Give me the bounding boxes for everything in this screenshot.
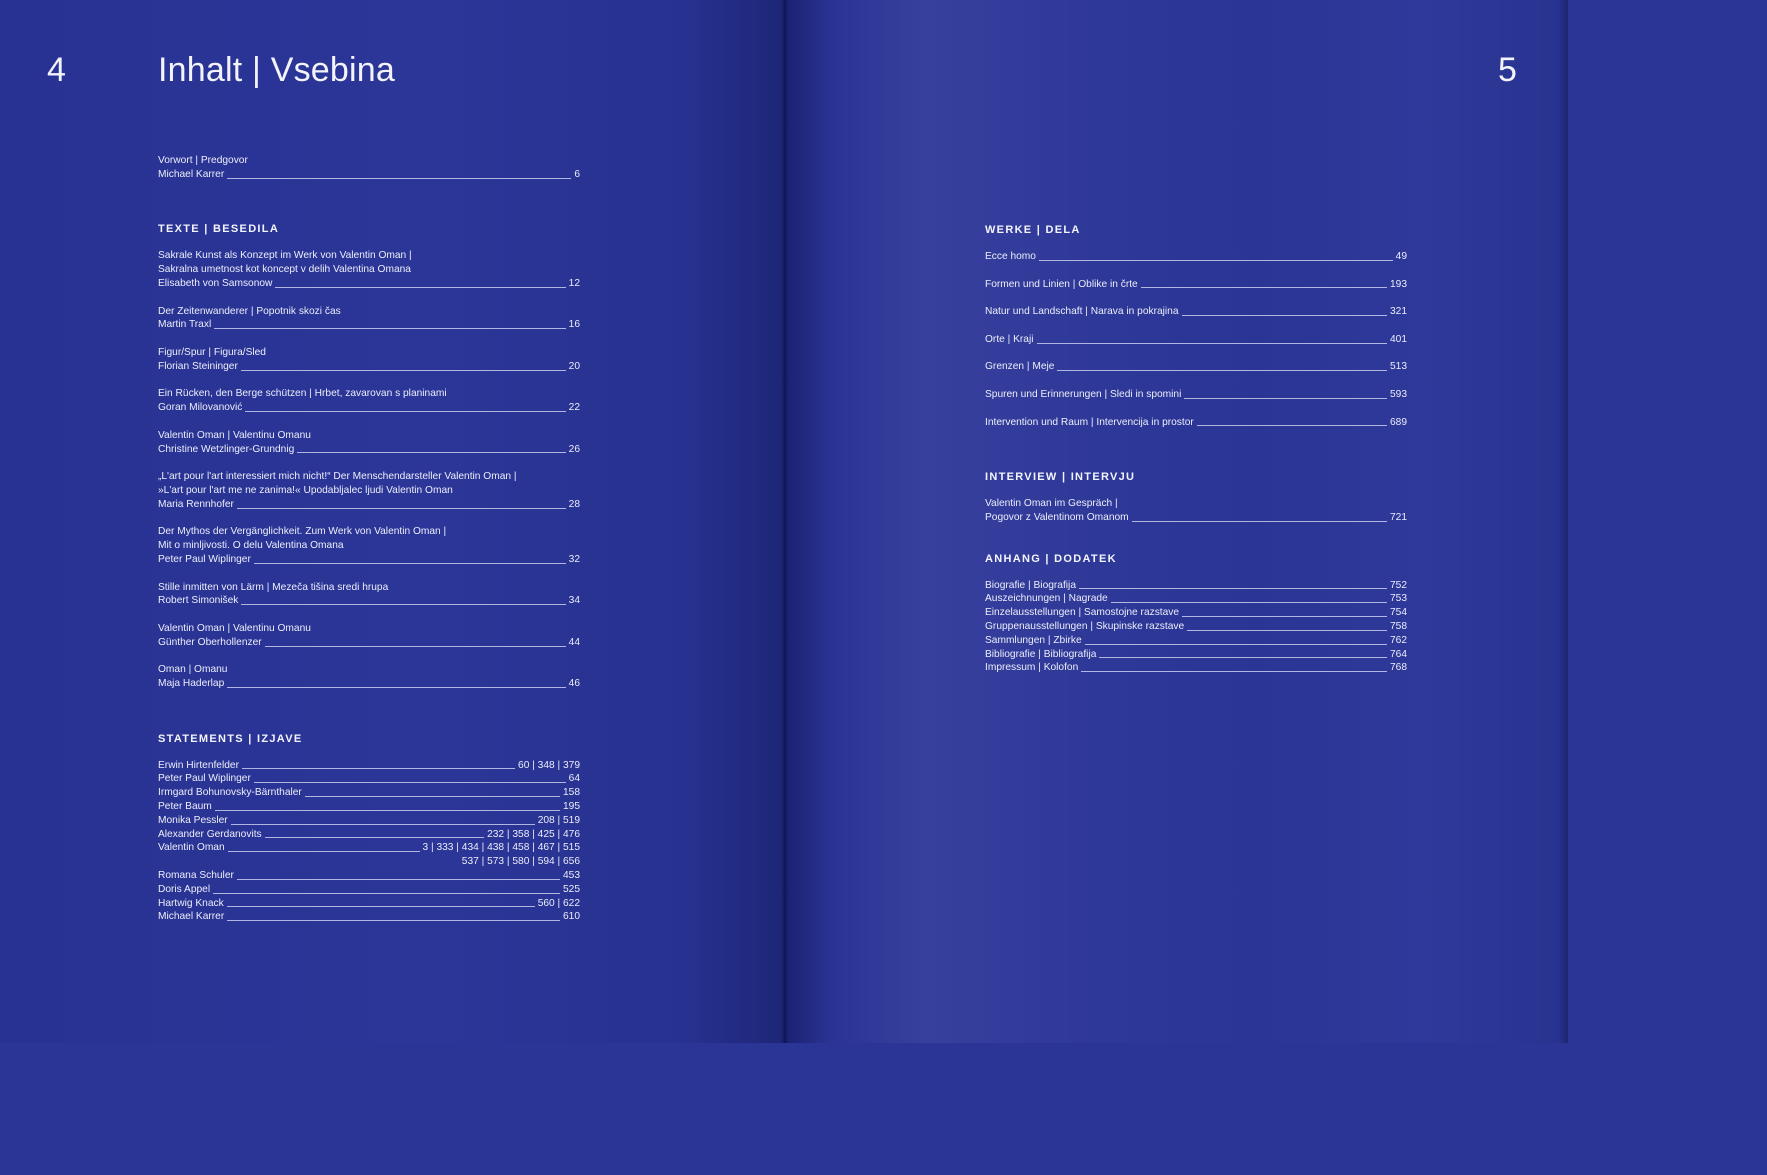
entry-title-row — [985, 250, 1407, 264]
entry-title-line: Der Mythos der Vergänglichkeit. Zum Werk von Valentin Oman | — [158, 526, 447, 538]
entry-author: Maria Rennhofer — [158, 498, 234, 510]
entry-page: 3 | 333 | 434 | 438 | 458 | 467 | 515 — [422, 842, 580, 854]
entry-author-row — [158, 636, 580, 650]
book-gutter — [782, 0, 788, 1043]
dot-leader — [1039, 260, 1393, 261]
appendix-row — [985, 648, 1407, 662]
toc-entry — [158, 429, 580, 457]
statement-row — [158, 910, 580, 924]
dot-leader — [231, 824, 535, 825]
entry-title: Auszeichnungen | Nagrade — [985, 593, 1108, 605]
dot-leader — [1197, 425, 1387, 426]
dot-leader — [265, 646, 566, 647]
statement-row — [158, 786, 580, 800]
statement-name: Monika Pessler — [158, 814, 228, 826]
entry-author: Florian Steininger — [158, 360, 238, 372]
appendix-row — [985, 620, 1407, 634]
entry-page: 560 | 622 — [537, 897, 580, 909]
dot-leader — [1182, 616, 1387, 617]
entry-page: 12 — [568, 277, 580, 289]
entry-page: 754 — [1390, 607, 1407, 619]
entry-page: 158 — [563, 787, 580, 799]
dot-leader — [227, 906, 535, 907]
page-title: Inhalt | Vsebina — [158, 51, 395, 89]
dot-leader — [237, 879, 560, 880]
entry-page: 689 — [1390, 416, 1407, 428]
statement-row — [158, 814, 580, 828]
entry-author-row — [158, 443, 580, 457]
toc-entry — [158, 622, 580, 650]
toc-entry — [985, 388, 1407, 402]
statement-name: Hartwig Knack — [158, 897, 224, 909]
entry-author-row — [158, 360, 580, 374]
statement-name: Michael Karrer — [158, 911, 225, 923]
entry-title-line: Ein Rücken, den Berge schützen | Hrbet, zavarovan s planinami — [158, 388, 447, 400]
toc-entry — [158, 525, 580, 566]
entry-title-line: Valentin Oman im Gespräch | — [985, 498, 1118, 510]
entry-page: 753 — [1390, 593, 1407, 605]
entry-title-line: Valentin Oman | Valentinu Omanu — [158, 622, 311, 634]
entry-title: Natur und Landschaft | Narava in pokrajina — [985, 306, 1179, 318]
dot-leader — [265, 837, 484, 838]
entry-title-line: Vorwort | Predgovor — [158, 155, 248, 166]
appendix-row — [985, 634, 1407, 648]
dot-leader — [1085, 644, 1387, 645]
entry-title-line: Figur/Spur | Figura/Sled — [158, 346, 266, 358]
entry-title-line: Stille inmitten von Lärm | Mezeča tišina sredi hrupa — [158, 581, 389, 593]
toc-entry — [985, 305, 1407, 319]
entry-page: 537 | 573 | 580 | 594 | 656 — [461, 856, 580, 868]
entry-page: 60 | 348 | 379 — [518, 759, 580, 771]
statement-name: Peter Baum — [158, 801, 212, 813]
entry-title: Grenzen | Meje — [985, 361, 1055, 373]
appendix-row — [985, 661, 1407, 675]
section-heading-interview: INTERVIEW | INTERVJU — [985, 471, 1136, 484]
entry-title-line: Mit o minljivosti. O delu Valentina Omana — [158, 540, 344, 552]
appendix-row — [985, 579, 1407, 593]
foreword-entry — [158, 154, 580, 182]
entry-page: 721 — [1390, 511, 1407, 523]
entry-author-row — [158, 594, 580, 608]
dot-leader — [1184, 398, 1387, 399]
entry-author-row — [158, 277, 580, 291]
entry-title: Ecce homo — [985, 251, 1036, 262]
werke-list — [985, 250, 1407, 429]
dot-leader — [1132, 521, 1387, 522]
entry-title: Intervention und Raum | Intervencija in prostor — [985, 416, 1194, 428]
entry-title: Spuren und Erinnerungen | Sledi in spomini — [985, 388, 1182, 400]
dot-leader — [1111, 602, 1387, 603]
dot-leader — [237, 508, 566, 509]
entry-title: Orte | Kraji — [985, 333, 1034, 345]
entry-page: 64 — [568, 773, 580, 785]
dot-leader — [227, 178, 571, 179]
dot-leader — [1182, 315, 1388, 316]
toc-entry — [158, 663, 580, 691]
dot-leader — [297, 452, 565, 453]
statement-name: Doris Appel — [158, 883, 211, 895]
dot-leader — [254, 782, 566, 783]
statement-row — [158, 759, 580, 773]
dot-leader — [242, 768, 515, 769]
page-number-left: 4 — [47, 51, 66, 89]
statement-name: Alexander Gerdanovits — [158, 828, 262, 840]
entry-title-line: Valentin Oman | Valentinu Omanu — [158, 429, 311, 441]
entry-author-row — [158, 677, 580, 691]
toc-entry — [985, 333, 1407, 347]
texte-list — [158, 249, 580, 691]
statement-row — [158, 897, 580, 911]
dot-leader — [241, 604, 565, 605]
entry-page: 22 — [568, 402, 580, 414]
toc-right-column — [985, 223, 1407, 675]
entry-page: 32 — [568, 553, 580, 565]
entry-title: Bibliografie | Bibliografija — [985, 648, 1097, 660]
entry-title-line: Sakrale Kunst als Konzept im Werk von Valentin Oman | — [158, 250, 412, 262]
entry-title-row — [985, 416, 1407, 430]
dot-leader — [305, 796, 560, 797]
dot-leader — [227, 687, 565, 688]
entry-page: 20 — [568, 360, 580, 372]
entry-page: 193 — [1390, 278, 1407, 290]
entry-author-row — [158, 498, 580, 512]
dot-leader — [228, 851, 420, 852]
entry-page: 34 — [568, 595, 580, 607]
dot-leader — [1081, 671, 1387, 672]
dot-leader — [1079, 588, 1387, 589]
entry-page: 752 — [1390, 579, 1407, 591]
statement-name: Erwin Hirtenfelder — [158, 759, 239, 771]
section-heading-texte: TEXTE | BESEDILA — [158, 223, 280, 236]
entry-author: Günther Oberhollenzer — [158, 636, 262, 648]
entry-author: Elisabeth von Samsonow — [158, 277, 273, 289]
interview-entry — [985, 497, 1407, 525]
entry-title-row — [985, 305, 1407, 319]
entry-title: Pogovor z Valentinom Omanom — [985, 511, 1129, 523]
dot-leader — [1099, 657, 1387, 658]
toc-entry — [985, 278, 1407, 292]
toc-entry — [985, 416, 1407, 430]
entry-page: 401 — [1390, 333, 1407, 345]
entry-author: Peter Paul Wiplinger — [158, 553, 251, 565]
statement-row — [158, 772, 580, 786]
entry-title-line: »L'art pour l'art me ne zanima!« Upodabljalec ljudi Valentin Oman — [158, 484, 453, 496]
entry-title-line: Sakralna umetnost kot koncept v delih Valentina Omana — [158, 264, 411, 276]
entry-author-row — [158, 168, 580, 182]
dot-leader — [275, 287, 565, 288]
appendix-row — [985, 606, 1407, 620]
entry-title-line: Oman | Omanu — [158, 664, 228, 676]
entry-page: 513 — [1390, 361, 1407, 373]
entry-page: 758 — [1390, 620, 1407, 632]
entry-title-row — [985, 333, 1407, 347]
entry-page: 762 — [1390, 634, 1407, 646]
page-number-right: 5 — [1498, 51, 1517, 89]
dot-leader — [254, 563, 566, 564]
section-heading-statements: STATEMENTS | IZJAVE — [158, 732, 303, 745]
statement-row — [158, 828, 580, 842]
dot-leader — [215, 810, 560, 811]
dot-leader — [1187, 630, 1387, 631]
entry-page: 593 — [1390, 388, 1407, 400]
toc-entry — [158, 581, 580, 609]
statement-pages-continued — [158, 855, 580, 869]
statement-name: Romana Schuler — [158, 870, 234, 882]
statements-list — [158, 759, 580, 925]
dot-leader — [214, 328, 565, 329]
entry-author: Robert Simonišek — [158, 595, 239, 607]
dot-leader — [241, 370, 566, 371]
entry-page: 453 — [563, 870, 580, 882]
section-heading-anhang: ANHANG | DODATEK — [985, 552, 1117, 565]
entry-author: Martin Traxl — [158, 319, 212, 331]
toc-left-column — [158, 154, 580, 924]
anhang-list — [985, 579, 1407, 676]
dot-leader — [213, 893, 560, 894]
statement-name: Irmgard Bohunovsky-Bärnthaler — [158, 787, 302, 799]
section-heading-werke: WERKE | DELA — [985, 224, 1081, 236]
entry-author: Christine Wetzlinger-Grundnig — [158, 443, 295, 455]
statement-row — [158, 869, 580, 883]
statement-row — [158, 841, 580, 855]
dot-leader — [245, 411, 565, 412]
entry-title-row — [985, 360, 1407, 374]
entry-page: 525 — [563, 883, 580, 895]
entry-page: 610 — [563, 911, 580, 923]
entry-author-row — [158, 318, 580, 332]
page-edge-shadow — [1558, 0, 1568, 1043]
toc-entry — [985, 250, 1407, 264]
entry-page: 16 — [568, 319, 580, 331]
appendix-row — [985, 592, 1407, 606]
entry-title: Impressum | Kolofon — [985, 662, 1079, 674]
dot-leader — [1141, 287, 1387, 288]
toc-entry — [158, 305, 580, 333]
statement-name: Peter Paul Wiplinger — [158, 773, 251, 785]
entry-page: 28 — [568, 498, 580, 510]
entry-title-row — [985, 388, 1407, 402]
toc-entry — [158, 249, 580, 290]
entry-page: 6 — [574, 168, 580, 180]
entry-page: 768 — [1390, 662, 1407, 674]
toc-entry — [985, 360, 1407, 374]
dot-leader — [227, 920, 560, 921]
entry-author: Goran Milovanović — [158, 402, 243, 414]
entry-author-row — [158, 553, 580, 567]
entry-page: 764 — [1390, 648, 1407, 660]
statement-row — [158, 800, 580, 814]
dot-leader — [1057, 370, 1387, 371]
statement-row — [158, 883, 580, 897]
entry-page: 208 | 519 — [537, 814, 580, 826]
entry-title-line: „L'art pour l'art interessiert mich nicht!“ Der Menschendarsteller Valentin Oman | — [158, 471, 517, 483]
entry-page: 46 — [568, 678, 580, 690]
entry-title-row — [985, 278, 1407, 292]
toc-entry — [158, 470, 580, 511]
entry-title-line: Der Zeitenwanderer | Popotnik skozi čas — [158, 305, 341, 317]
entry-title: Sammlungen | Zbirke — [985, 634, 1082, 646]
entry-title: Formen und Linien | Oblike in črte — [985, 278, 1138, 290]
entry-page: 44 — [568, 636, 580, 648]
entry-title: Biografie | Biografija — [985, 579, 1076, 591]
entry-title: Gruppenausstellungen | Skupinske razstave — [985, 620, 1185, 632]
entry-page: 195 — [563, 801, 580, 813]
entry-author: Maja Haderlap — [158, 678, 225, 690]
entry-page: 232 | 358 | 425 | 476 — [487, 828, 580, 840]
dot-leader — [1037, 343, 1387, 344]
toc-entry — [158, 346, 580, 374]
statement-name: Valentin Oman — [158, 842, 225, 854]
entry-title-row — [985, 511, 1407, 525]
entry-author-row — [158, 401, 580, 415]
entry-author: Michael Karrer — [158, 168, 225, 180]
entry-page: 49 — [1395, 251, 1407, 262]
entry-title: Einzelausstellungen | Samostojne razstave — [985, 607, 1180, 619]
entry-page: 321 — [1390, 306, 1407, 318]
toc-entry — [158, 387, 580, 415]
entry-page: 26 — [568, 443, 580, 455]
